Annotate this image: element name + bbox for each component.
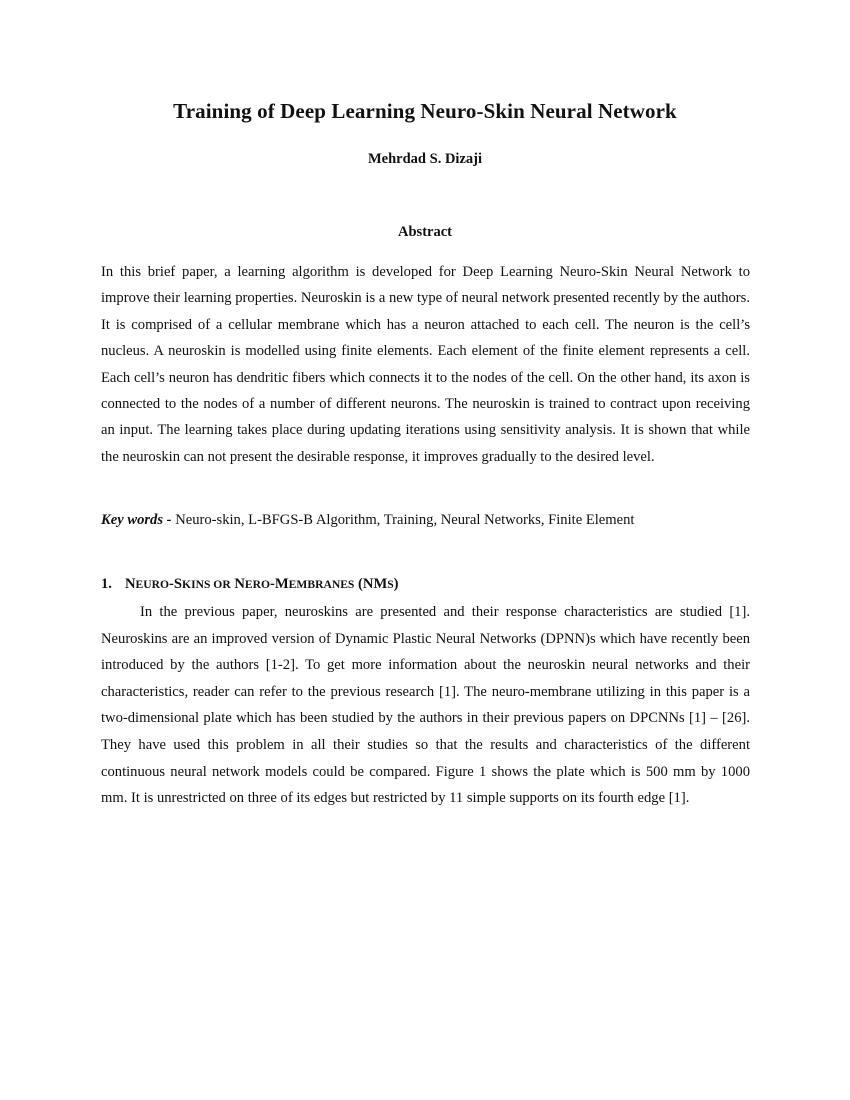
heading-part: EMBRANES — [288, 578, 355, 591]
heading-part: - — [270, 576, 275, 592]
heading-part: - — [169, 576, 174, 592]
abstract-heading: Abstract — [398, 224, 452, 240]
section-1-heading — [101, 574, 750, 595]
section-1-number: 1. — [101, 576, 112, 592]
heading-part: N — [125, 576, 136, 592]
heading-part: ERO — [244, 578, 271, 591]
heading-part: ) — [393, 576, 399, 592]
author-name: Mehrdad S. Dizaji — [368, 151, 482, 167]
heading-part: KINS OR — [182, 578, 231, 591]
heading-part: EURO — [135, 578, 170, 591]
paper-title: Training of Deep Learning Neuro-Skin Neural Network — [173, 99, 677, 123]
heading-part: N — [234, 576, 245, 592]
heading-part: M — [274, 576, 289, 592]
keywords-text: Neuro-skin, L-BFGS-B Algorithm, Training, Neural Networks, Finite Element — [171, 512, 635, 528]
keywords-line — [101, 510, 750, 530]
heading-part: S — [173, 576, 183, 592]
keywords-label: Key words - — [101, 512, 172, 528]
abstract-text: In this brief paper, a learning algorithm is developed for Deep Learning Neuro-Skin Neural Network to improve their learning properties. Neuroskin is a new type of neural network presented recently by the authors. It is comprised of a cellular membrane which has a neuron attached to each cell. The neuron is the cell’s nucleus. A neuroskin is modelled using finite elements. Each element of the finite element represents a cell. Each cell’s neuron has dendritic fibers which connects it to the nodes of the cell. On the other hand, its axon is connected to the nodes of a number of different neurons. The neuroskin is trained to contract upon receiving an input. The learning takes place during updating iterations using sensitivity analysis. It is shown that while the neuroskin can not present the desirable response, it improves gradually to the desired level. — [101, 264, 750, 465]
heading-part: (NM — [354, 576, 388, 592]
section-1-body: In the previous paper, neuroskins are presented and their response characteristics are studied [1]. Neuroskins are an improved version of Dynamic Plastic Neural Networks (DPNN)s which have recently been introduced by the authors [1-2]. To get more information about the neuroskin neural networks and their characteristics, reader can refer to the previous research [1]. The neuro-membrane utilizing in this paper is a two-dimensional plate which has been studied by the authors in their previous papers on DPCNNs [1] – [26]. They have used this problem in all their studies so that the results and characteristics of the different continuous neural network models could be compared. Figure 1 shows the plate which is 500 mm by 1000 mm. It is unrestricted on three of its edges but restricted by 11 simple supports on its fourth edge [1]. — [101, 604, 750, 807]
heading-part: S — [387, 578, 394, 591]
